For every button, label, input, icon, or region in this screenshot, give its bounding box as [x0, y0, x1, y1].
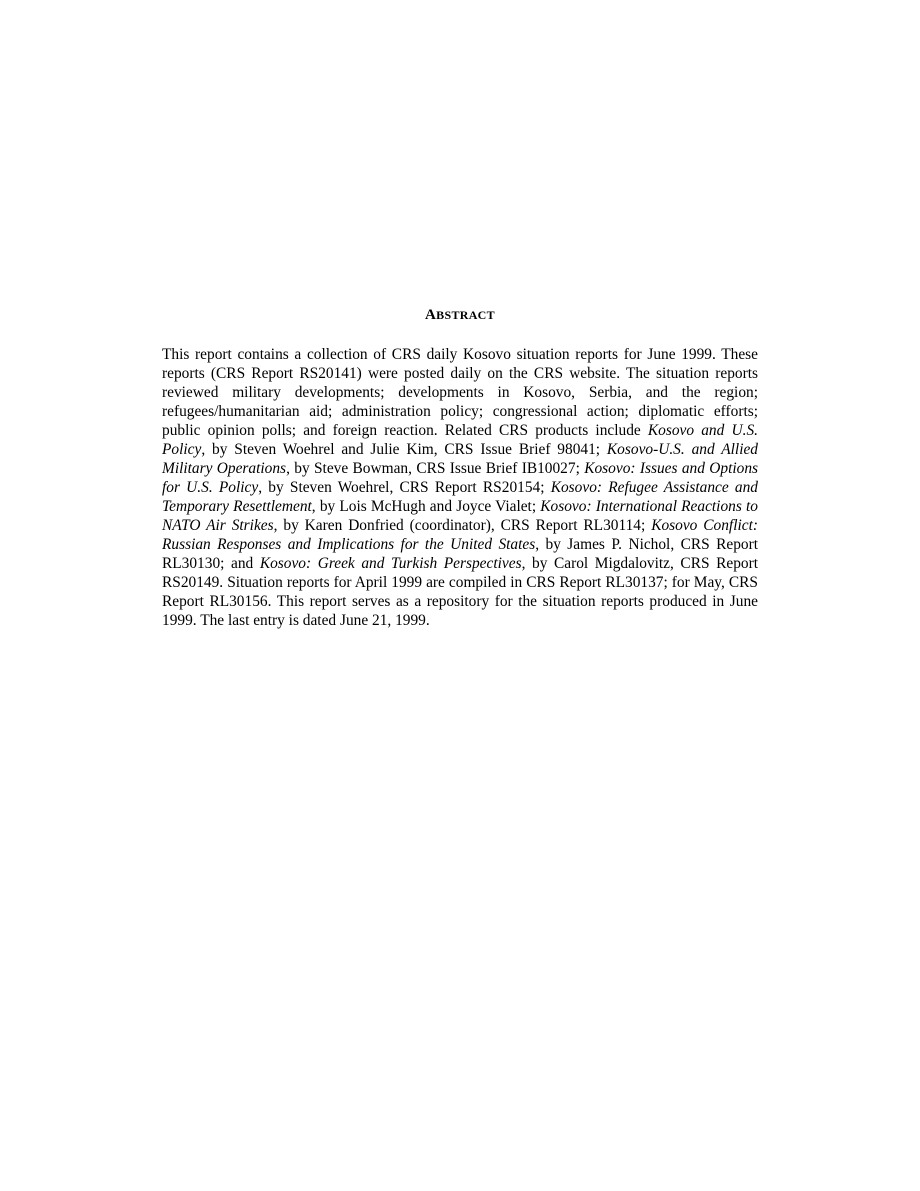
abstract-body	[162, 345, 758, 630]
abstract-text-run: , by Karen Donfried (coordinator), CRS Report RL30114;	[273, 517, 652, 534]
abstract-text-run: This report contains a collection of CRS daily Kosovo situation reports for June 1999. These reports (CRS Report RS20141) were posted daily on the CRS website. The situation reports reviewed military developments; developments in Kosovo, Serbia, and the region; refugees/humanitarian aid; administration policy; congressional action; diplomatic efforts; public opinion polls; and foreign reaction. Related CRS products include	[162, 346, 758, 439]
cited-title: Kosovo and U.S. Policy	[162, 422, 758, 458]
cited-title: Kosovo: International Reactions to NATO Air Strikes	[162, 498, 758, 534]
abstract-heading	[162, 305, 758, 325]
abstract-text-run: , by Carol Migdalovitz, CRS Report RS20149. Situation reports for April 1999 are compiled in CRS Report RL30137; for May, CRS Report RL30156. This report serves as a repository for the situation reports produced in June 1999. The last entry is dated June 21, 1999.	[162, 555, 758, 629]
abstract-heading-initial: A	[425, 307, 437, 323]
abstract-text-run: , by Steve Bowman, CRS Issue Brief IB10027;	[286, 460, 585, 477]
cited-title: Kosovo: Issues and Options for U.S. Policy	[162, 460, 759, 496]
cited-title: Kosovo-U.S. and Allied Military Operations	[162, 441, 758, 477]
cited-title: Kosovo: Greek and Turkish Perspectives	[259, 555, 522, 572]
cited-title: Kosovo Conflict: Russian Responses and Implications for the United States	[162, 517, 758, 553]
abstract-text-run: , by James P. Nichol, CRS Report RL30130; and	[162, 536, 758, 572]
cited-title: Kosovo: Refugee Assistance and Temporary Resettlement	[162, 479, 758, 515]
abstract-text-run: , by Steven Woehrel, CRS Report RS20154;	[258, 479, 551, 496]
abstract-text-run: , by Steven Woehrel and Julie Kim, CRS Issue Brief 98041;	[201, 441, 607, 458]
abstract-text-run: , by Lois McHugh and Joyce Vialet;	[311, 498, 541, 515]
abstract-section	[162, 305, 758, 630]
abstract-heading-rest: BSTRACT	[436, 308, 495, 322]
